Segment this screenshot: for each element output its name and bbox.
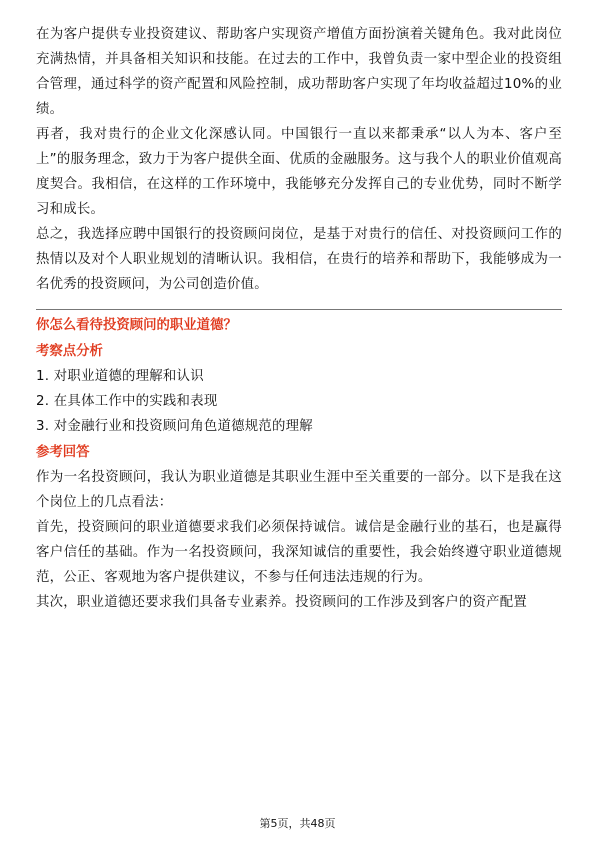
analysis-list	[36, 364, 562, 439]
page-number: 第5页，共48页	[259, 817, 336, 830]
paragraph-intro-continued: 在为客户提供专业投资建议、帮助客户实现资产增值方面扮演着关键角色。我对此岗位充满热情，并具备相关知识和技能。在过去的工作中，我曾负责一家中型企业的投资组合管理，通过科学的资产配置和风险控制，成功帮助客户实现了年均收益超过10%的业绩。	[36, 27, 562, 117]
analysis-item: 2. 在具体工作中的实践和表现	[36, 394, 218, 409]
answer-label: 参考回答	[36, 445, 90, 460]
answer-paragraph-intro: 作为一名投资顾问，我认为职业道德是其职业生涯中至关重要的一部分。以下是我在这个岗位上的几点看法：	[36, 470, 562, 510]
analysis-item: 1. 对职业道德的理解和认识	[36, 369, 204, 384]
question-heading: 你怎么看待投资顾问的职业道德？	[36, 318, 237, 333]
answer-paragraph-integrity: 首先，投资顾问的职业道德要求我们必须保持诚信。诚信是金融行业的基石，也是赢得客户信任的基础。作为一名投资顾问，我深知诚信的重要性，我会始终遵守职业道德规范，公正、客观地为客户提供建议，不参与任何违法违规的行为。	[36, 520, 562, 585]
paragraph-summary: 总之，我选择应聘中国银行的投资顾问岗位，是基于对贵行的信任、对投资顾问工作的热情以及对个人职业规划的清晰认识。我相信，在贵行的培养和帮助下，我能够成为一名优秀的投资顾问，为公司创造价值。	[36, 227, 562, 292]
section-divider	[36, 309, 562, 310]
answer-paragraph-professionalism: 其次，职业道德还要求我们具备专业素养。投资顾问的工作涉及到客户的资产配置	[36, 595, 528, 610]
analysis-item: 3. 对金融行业和投资顾问角色道德规范的理解	[36, 419, 313, 434]
analysis-label: 考察点分析	[36, 344, 103, 359]
paragraph-culture: 再者，我对贵行的企业文化深感认同。中国银行一直以来都秉承“以人为本、客户至上”的服务理念，致力于为客户提供全面、优质的金融服务。这与我个人的职业价值观高度契合。我相信，在这样的工作环境中，我能够充分发挥自己的专业优势，同时不断学习和成长。	[36, 127, 562, 217]
document-body	[36, 22, 562, 615]
